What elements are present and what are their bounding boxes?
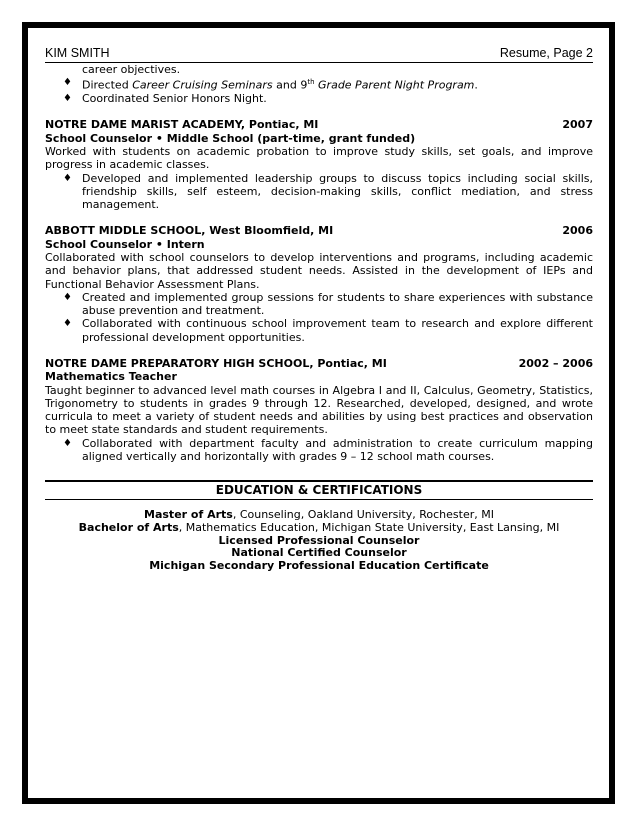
running-header xyxy=(45,46,593,61)
degree-line xyxy=(45,522,593,535)
bullet-diamond-icon: ♦ xyxy=(63,93,72,105)
bullet-diamond-icon: ♦ xyxy=(63,291,72,303)
job-employer: NOTRE DAME MARIST ACADEMY, Pontiac, MI xyxy=(45,118,319,132)
degree-title: Master of Arts xyxy=(144,507,233,521)
job-summary: Collaborated with school counselors to develop interventions and programs, including academic and behavior plans, that addressed student needs. Assisted in the development of IEPs and Functional Behavior Assessment Plans. xyxy=(45,251,593,291)
bullet-diamond-icon: ♦ xyxy=(63,172,72,184)
job-role: Mathematics Teacher xyxy=(45,370,177,384)
bullet-diamond-icon: ♦ xyxy=(63,318,72,330)
bullet-diamond-icon: ♦ xyxy=(63,437,72,449)
job-summary: Taught beginner to advanced level math courses in Algebra I and II, Calculus, Geometry, Statistics, Trigonometry to students in grades 9 through 12. Researched, developed, designed, and wrote curricula to meet a variety of student needs and abilities by using best practices and observation to meet state standards and student requirements. xyxy=(45,383,593,437)
education-list xyxy=(45,509,593,573)
job-heading xyxy=(45,224,593,238)
job-entry xyxy=(45,118,593,211)
job-bullet: ♦ Created and implemented group sessions for students to share experiences with substance abuse prevention and treatment. xyxy=(63,290,593,318)
job-role: School Counselor • Intern xyxy=(45,237,205,251)
section-heading-education: EDUCATION & CERTIFICATIONS xyxy=(45,480,593,500)
degree-detail: , Counseling, Oakland University, Rochester, MI xyxy=(232,507,494,521)
certification: Licensed Professional Counselor xyxy=(218,533,420,547)
job-dates: 2006 xyxy=(562,224,593,238)
certification: National Certified Counselor xyxy=(231,546,407,560)
job-heading xyxy=(45,118,593,132)
job-summary: Worked with students on academic probation to improve study skills, set goals, and improve progress in academic classes. xyxy=(45,145,593,172)
certification: Michigan Secondary Professional Education Certificate xyxy=(149,559,489,573)
job-role: School Counselor • Middle School (part-time, grant funded) xyxy=(45,131,416,145)
job-bullet: ♦ Collaborated with continuous school improvement team to research and explore different professional development opportunities. xyxy=(63,317,593,344)
header-name: KIM SMITH xyxy=(45,46,110,60)
job-dates: 2007 xyxy=(562,118,593,132)
intro-bullet: ♦ Directed Career Cruising Seminars and 9th Grade Parent Night Program. xyxy=(63,77,478,92)
job-employer: ABBOTT MIDDLE SCHOOL, West Bloomfield, MI xyxy=(45,224,334,238)
intro-continuation: career objectives. xyxy=(82,63,181,76)
degree-detail: , Mathematics Education, Michigan State University, East Lansing, MI xyxy=(178,520,560,534)
job-employer: NOTRE DAME PREPARATORY HIGH SCHOOL, Pontiac, MI xyxy=(45,356,387,370)
bullet-diamond-icon: ♦ xyxy=(63,77,72,89)
job-bullet: ♦ Developed and implemented leadership groups to discuss topics including social skills, friendship skills, self esteem, decision-making skills, conflict mediation, and stress management. xyxy=(63,171,593,212)
job-dates: 2002 – 2006 xyxy=(518,356,593,370)
job-bullet: ♦ Collaborated with department faculty and administration to create curriculum mapping aligned vertically and horizontally with grades 9 – 12 school math courses. xyxy=(63,436,593,463)
page-content xyxy=(45,46,593,573)
job-entry xyxy=(45,224,593,343)
degree-title: Bachelor of Arts xyxy=(78,520,179,534)
intro-bullet: ♦ Coordinated Senior Honors Night. xyxy=(63,92,267,106)
header-page-number: Resume, Page 2 xyxy=(499,46,593,60)
job-entry xyxy=(45,357,593,463)
job-heading xyxy=(45,357,593,371)
resume-page xyxy=(22,22,615,804)
